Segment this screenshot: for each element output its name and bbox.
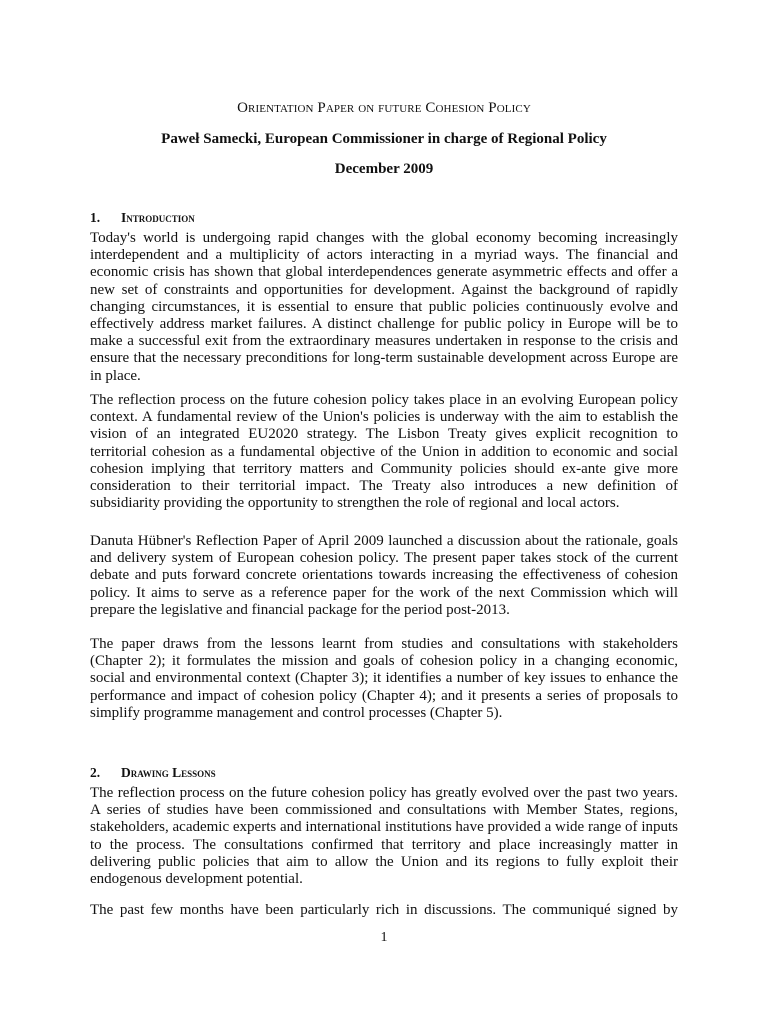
paragraph: Today's world is undergoing rapid changes with the global economy becoming increasingly interdependent and a multiplicity of actors interacting in a myriad ways. The financial and economic crisis has shown that global interdependences generate asymmetric effects and offer a new set of constraints and opportunities for development. Against the background of rapidly changing circumstances, it is essential to ensure that public policies continuously evolve and effectively address market failures. A distinct challenge for public policy in Europe will be to make a successful exit from the extraordinary measures undertaken in response to the crisis and ensure that the necessary preconditions for long-term sustainable development across Europe are in place. [90,230,678,384]
page-number: 1 [380,930,388,945]
paragraph: The past few months have been particularly rich in discussions. The communiqué signed by [90,902,678,918]
section-number: 2. [90,765,101,780]
section-heading-introduction [90,210,195,226]
paragraph: Danuta Hübner's Reflection Paper of April 2009 launched a discussion about the rationale, goals and delivery system of European cohesion policy. The present paper takes stock of the current debate and puts forward concrete orientations towards increasing the effectiveness of cohesion policy. It aims to serve as a reference paper for the work of the next Commission which will prepare the legislative and financial package for the period post-2013. [90,533,678,618]
section-title: Introduction [121,210,195,225]
section-heading-drawing-lessons [90,765,216,781]
paragraph: The reflection process on the future cohesion policy has greatly evolved over the past two years. A series of studies have been commissioned and consultations with Member States, regions, stakeholders, academic experts and international institutions have provided a wide range of inputs to the process. The consultations confirmed that territory and place increasingly matter in delivering public policies that aim to allow the Union and its regions to fully exploit their endogenous development potential. [90,785,678,888]
section-number: 1. [90,210,101,225]
paragraph: The paper draws from the lessons learnt from studies and consultations with stakeholders (Chapter 2); it formulates the mission and goals of cohesion policy in a changing economic, social and environmental context (Chapter 3); it identifies a number of key issues to enhance the performance and impact of cohesion policy (Chapter 4); and it presents a series of proposals to simplify programme management and control processes (Chapter 5). [90,636,678,721]
document-title: Orientation Paper on future Cohesion Policy [237,100,531,116]
paragraph: The reflection process on the future cohesion policy takes place in an evolving European policy context. A fundamental review of the Union's policies is underway with the aim to establish the vision of an integrated EU2020 strategy. The Lisbon Treaty gives explicit recognition to territorial cohesion as a fundamental objective of the Union in addition to economic and social cohesion implying that territory matters and Community policies should ex-ante give more consideration to their territorial impact. The Treaty also introduces a new definition of subsidiarity providing the opportunity to strengthen the role of regional and local actors. [90,392,678,512]
document-date: December 2009 [334,161,434,177]
section-title: Drawing Lessons [121,765,216,780]
author-line: Paweł Samecki, European Commissioner in charge of Regional Policy [161,131,607,147]
